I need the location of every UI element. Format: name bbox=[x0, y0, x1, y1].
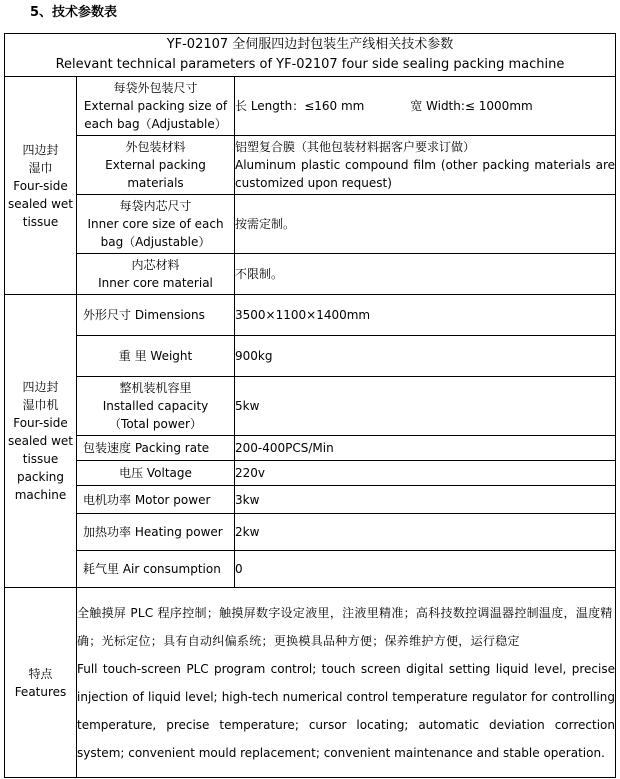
table-title bbox=[5, 34, 616, 77]
group-label-machine: 四边封 湿巾机 Four-side sealed wet tissue packing machine bbox=[5, 295, 77, 588]
table-row bbox=[5, 254, 616, 295]
param-value-external-size bbox=[235, 77, 616, 136]
table-title-zh: YF-02107 全伺服四边封包装生产线相关技术参数 bbox=[166, 37, 454, 52]
length-value: 长 Length：≤160 mm bbox=[235, 99, 365, 113]
tech-params-table bbox=[4, 33, 616, 778]
param-label-heating-power: 加热功率 Heating power bbox=[77, 514, 235, 551]
param-label-dimensions: 外形尺寸 Dimensions bbox=[77, 295, 235, 336]
param-value-weight: 900kg bbox=[235, 336, 616, 377]
table-title-en: Relevant technical parameters of YF-02107 four side sealing packing machine bbox=[55, 57, 565, 72]
param-value-voltage: 220v bbox=[235, 461, 616, 486]
param-value-inner-size: 按需定制。 bbox=[235, 195, 616, 254]
features-text-en: Full touch-screen PLC program control; touch screen digital setting liquid level, precise injection of liquid level; high-tech numerical control temperature regulator for controlling temperature, precise temperature; cursor locating; automatic deviation correction system; convenient mould replacement; convenient maintenance and stable operation. bbox=[77, 661, 615, 760]
param-value-heating-power: 2kw bbox=[235, 514, 616, 551]
param-label-inner-size: 每袋内芯尺寸 Inner core size of each bag（Adjustable） bbox=[77, 195, 235, 254]
table-row bbox=[5, 436, 616, 461]
table-row bbox=[5, 461, 616, 486]
param-value-dimensions: 3500×1100×1400mm bbox=[235, 295, 616, 336]
param-label-inner-material: 内芯材料 Inner core material bbox=[77, 254, 235, 295]
features-text bbox=[77, 588, 616, 778]
param-value-inner-material: 不限制。 bbox=[235, 254, 616, 295]
param-label-air-consumption: 耗气里 Air consumption bbox=[77, 551, 235, 588]
param-label-packing-rate: 包装速度 Packing rate bbox=[77, 436, 235, 461]
param-label-installed-capacity: 整机装机容里 Installed capacity （Total power） bbox=[77, 377, 235, 436]
param-value-motor-power: 3kw bbox=[235, 486, 616, 514]
table-row bbox=[5, 136, 616, 195]
param-label-voltage: 电压 Voltage bbox=[77, 461, 235, 486]
features-label: 特点 Features bbox=[5, 588, 77, 778]
table-row bbox=[5, 486, 616, 514]
table-row bbox=[5, 336, 616, 377]
param-value-air-consumption: 0 bbox=[235, 551, 616, 588]
title-row bbox=[5, 34, 616, 77]
group-label-wet-tissue: 四边封 湿巾 Four-side sealed wet tissue bbox=[5, 77, 77, 295]
table-row bbox=[5, 77, 616, 136]
param-label-motor-power: 电机功率 Motor power bbox=[77, 486, 235, 514]
features-text-zh: 全触摸屏 PLC 程序控制；触摸屏数字设定液里，注液里精准；高科技数控调温器控制温度，温度精确；光标定位；具有自动纠偏系统；更换模具品种方便；保养维护方便，运行稳定 bbox=[77, 605, 613, 648]
table-row bbox=[5, 295, 616, 336]
table-row bbox=[5, 551, 616, 588]
param-value-installed-capacity: 5kw bbox=[235, 377, 616, 436]
param-label-external-material: 外包装材料 External packing materials bbox=[77, 136, 235, 195]
param-value-external-material: 铝塑复合膜（其他包装材料据客户要求订做） Aluminum plastic compound film (other packing materials are customized upon request) bbox=[235, 136, 616, 195]
param-label-weight: 重 里 Weight bbox=[77, 336, 235, 377]
table-row bbox=[5, 195, 616, 254]
param-label-external-size: 每袋外包装尺寸 External packing size of each bag（Adjustable） bbox=[77, 77, 235, 136]
width-value: 宽 Width:≤ 1000mm bbox=[410, 99, 533, 113]
table-row bbox=[5, 514, 616, 551]
table-row bbox=[5, 377, 616, 436]
section-heading: 5、技术参数表 bbox=[30, 5, 118, 20]
table-row bbox=[5, 588, 616, 778]
param-value-packing-rate: 200-400PCS/Min bbox=[235, 436, 616, 461]
